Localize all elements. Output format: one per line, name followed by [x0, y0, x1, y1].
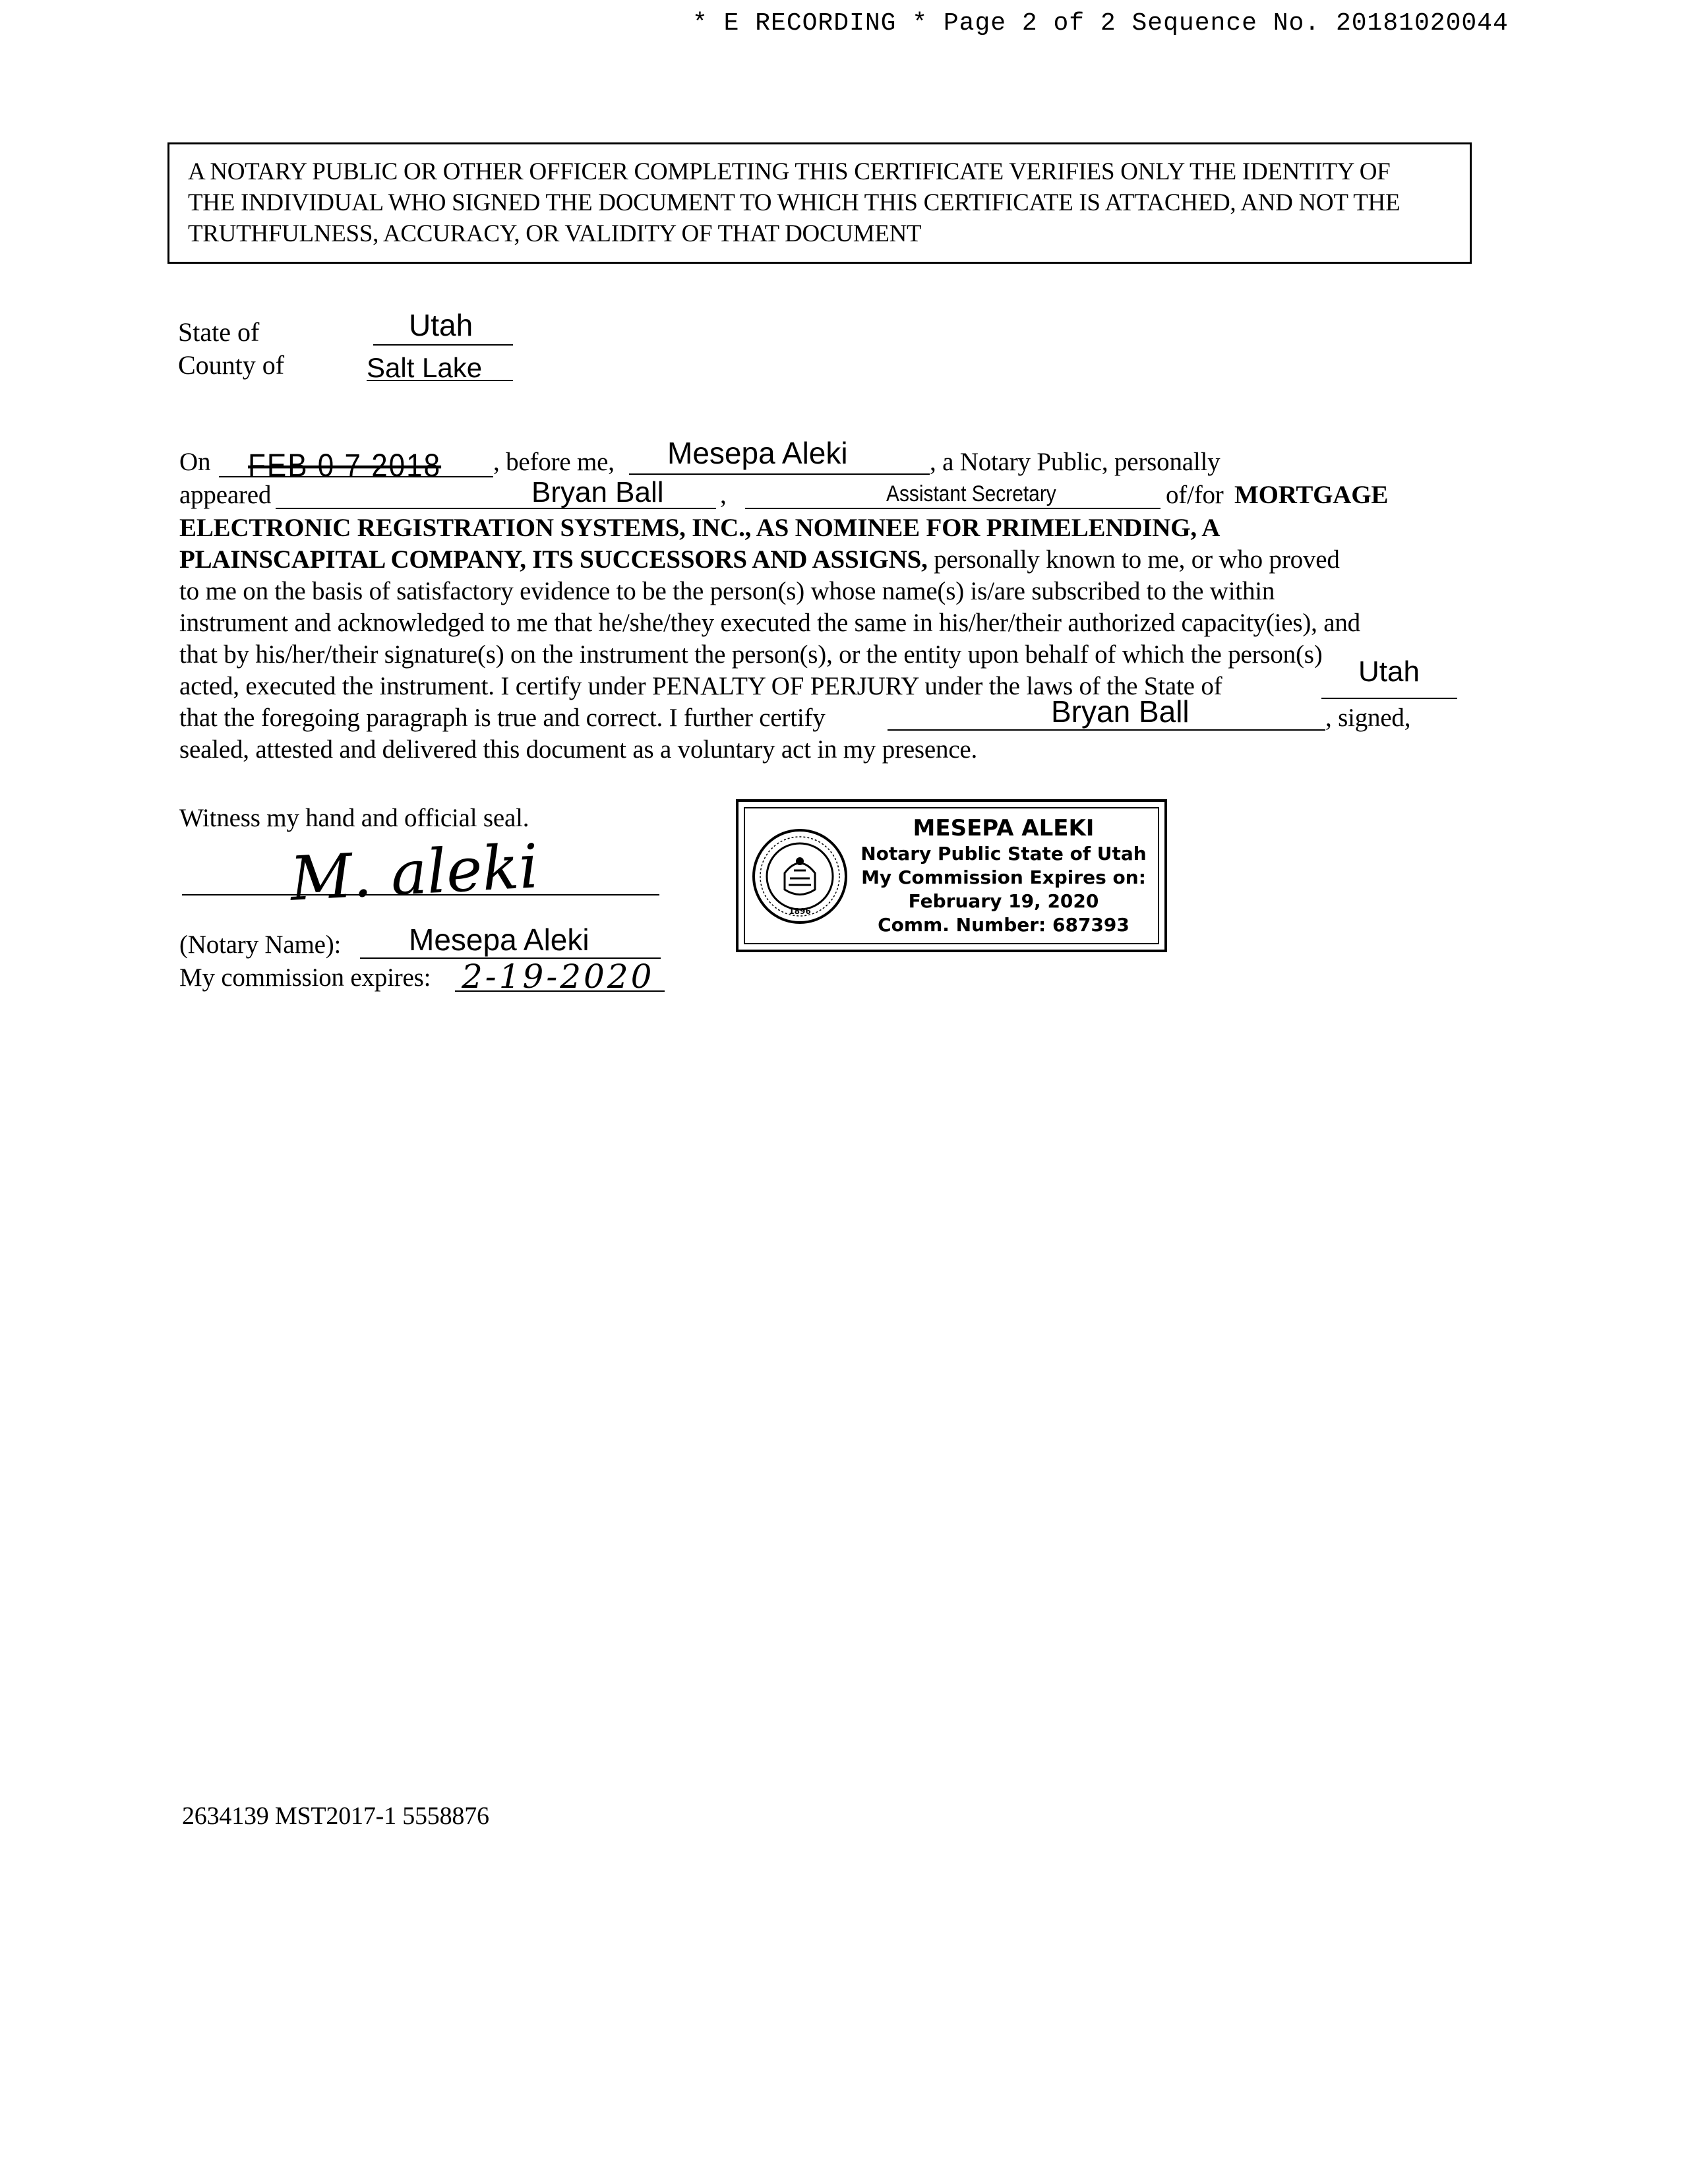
seal-year: 1896	[789, 907, 811, 916]
state2-underline	[1321, 698, 1457, 699]
stamp-line: Notary Public State of Utah	[860, 843, 1147, 864]
notary-name-value: Mesepa Aleki	[667, 436, 848, 470]
further-certify-text: that the foregoing paragraph is true and correct. I further certify	[179, 704, 826, 732]
title-value: Assistant Secretary	[886, 481, 1056, 506]
county-value: Salt Lake	[367, 352, 483, 383]
date-stamp: FEB 0 7 2018	[248, 448, 442, 484]
company-line	[179, 545, 1340, 574]
state-underline	[373, 344, 513, 346]
document-reference: 2634139 MST2017-1 5558876	[182, 1802, 489, 1830]
stamp-expiration: February 19, 2020	[908, 890, 1099, 912]
disclaimer-line: A NOTARY PUBLIC OR OTHER OFFICER COMPLETING THIS CERTIFICATE VERIFIES ONLY THE IDENTITY OF	[188, 158, 1391, 185]
acknowledgment-line: instrument and acknowledged to me that he/she/they executed the same in his/her/their authorized capacity(ies), and	[179, 609, 1360, 637]
appeared-label: appeared	[179, 481, 272, 509]
acknowledgment-line: that by his/her/their signature(s) on the instrument the person(s), or the entity upon behalf of which the person(s)	[179, 640, 1323, 669]
recording-header: * E RECORDING * Page 2 of 2 Sequence No. 20181020044	[692, 9, 1509, 38]
notary-name-value-2: Mesepa Aleki	[409, 923, 589, 957]
before-me-text: , before me,	[493, 448, 615, 476]
county-label: County of	[178, 350, 285, 380]
state-value: Utah	[409, 308, 473, 342]
witness-text: Witness my hand and official seal.	[179, 804, 529, 832]
on-label: On	[179, 448, 211, 476]
disclaimer-line: THE INDIVIDUAL WHO SIGNED THE DOCUMENT TO WHICH THIS CERTIFICATE IS ATTACHED, AND NOT THE	[188, 189, 1401, 216]
company-name-part1: MORTGAGE	[1234, 481, 1389, 509]
signature-line	[182, 894, 659, 895]
notary-public-text: , a Notary Public, personally	[930, 448, 1221, 476]
state-label: State of	[178, 317, 260, 347]
stamp-line: My Commission Expires on:	[861, 866, 1146, 888]
stamp-notary-name: MESEPA ALEKI	[913, 815, 1095, 841]
state-seal-icon	[750, 827, 849, 926]
acknowledgment-line: acted, executed the instrument. I certify under PENALTY OF PERJURY under the laws of the State of	[179, 672, 1222, 700]
notary-stamp	[736, 799, 1167, 952]
acknowledgment-line: sealed, attested and delivered this document as a voluntary act in my presence.	[179, 735, 978, 764]
company-name-part3: PLAINSCAPITAL COMPANY, ITS SUCCESSORS AND ASSIGNS,	[179, 545, 928, 574]
company-name-part2: ELECTRONIC REGISTRATION SYSTEMS, INC., AS NOMINEE FOR PRIMELENDING, A	[179, 514, 1221, 542]
disclaimer-line: TRUTHFULNESS, ACCURACY, OR VALIDITY OF THAT DOCUMENT	[188, 220, 922, 247]
signed-text: , signed,	[1325, 704, 1411, 732]
signer2-underline	[888, 729, 1325, 731]
notary-disclaimer-box	[167, 142, 1472, 264]
title-underline	[745, 508, 1160, 509]
notary-underline	[629, 473, 930, 475]
comma-text: ,	[720, 481, 727, 509]
personally-known-text: personally known to me, or who proved	[934, 545, 1340, 574]
notary-signature: M. aleki	[288, 831, 541, 915]
stamp-commission-number: Comm. Number: 687393	[878, 914, 1130, 936]
commission-value: 2-19-2020	[462, 957, 655, 996]
signer-value: Bryan Ball	[531, 476, 664, 508]
commission-label: My commission expires:	[179, 963, 431, 992]
state-value-2: Utah	[1358, 655, 1420, 688]
acknowledgment-line: to me on the basis of satisfactory evidence to be the person(s) whose name(s) is/are subscribed to the within	[179, 577, 1275, 605]
offor-text: of/for	[1166, 481, 1224, 509]
signer-value-2: Bryan Ball	[1051, 694, 1190, 729]
notary-name-label: (Notary Name):	[179, 930, 342, 959]
